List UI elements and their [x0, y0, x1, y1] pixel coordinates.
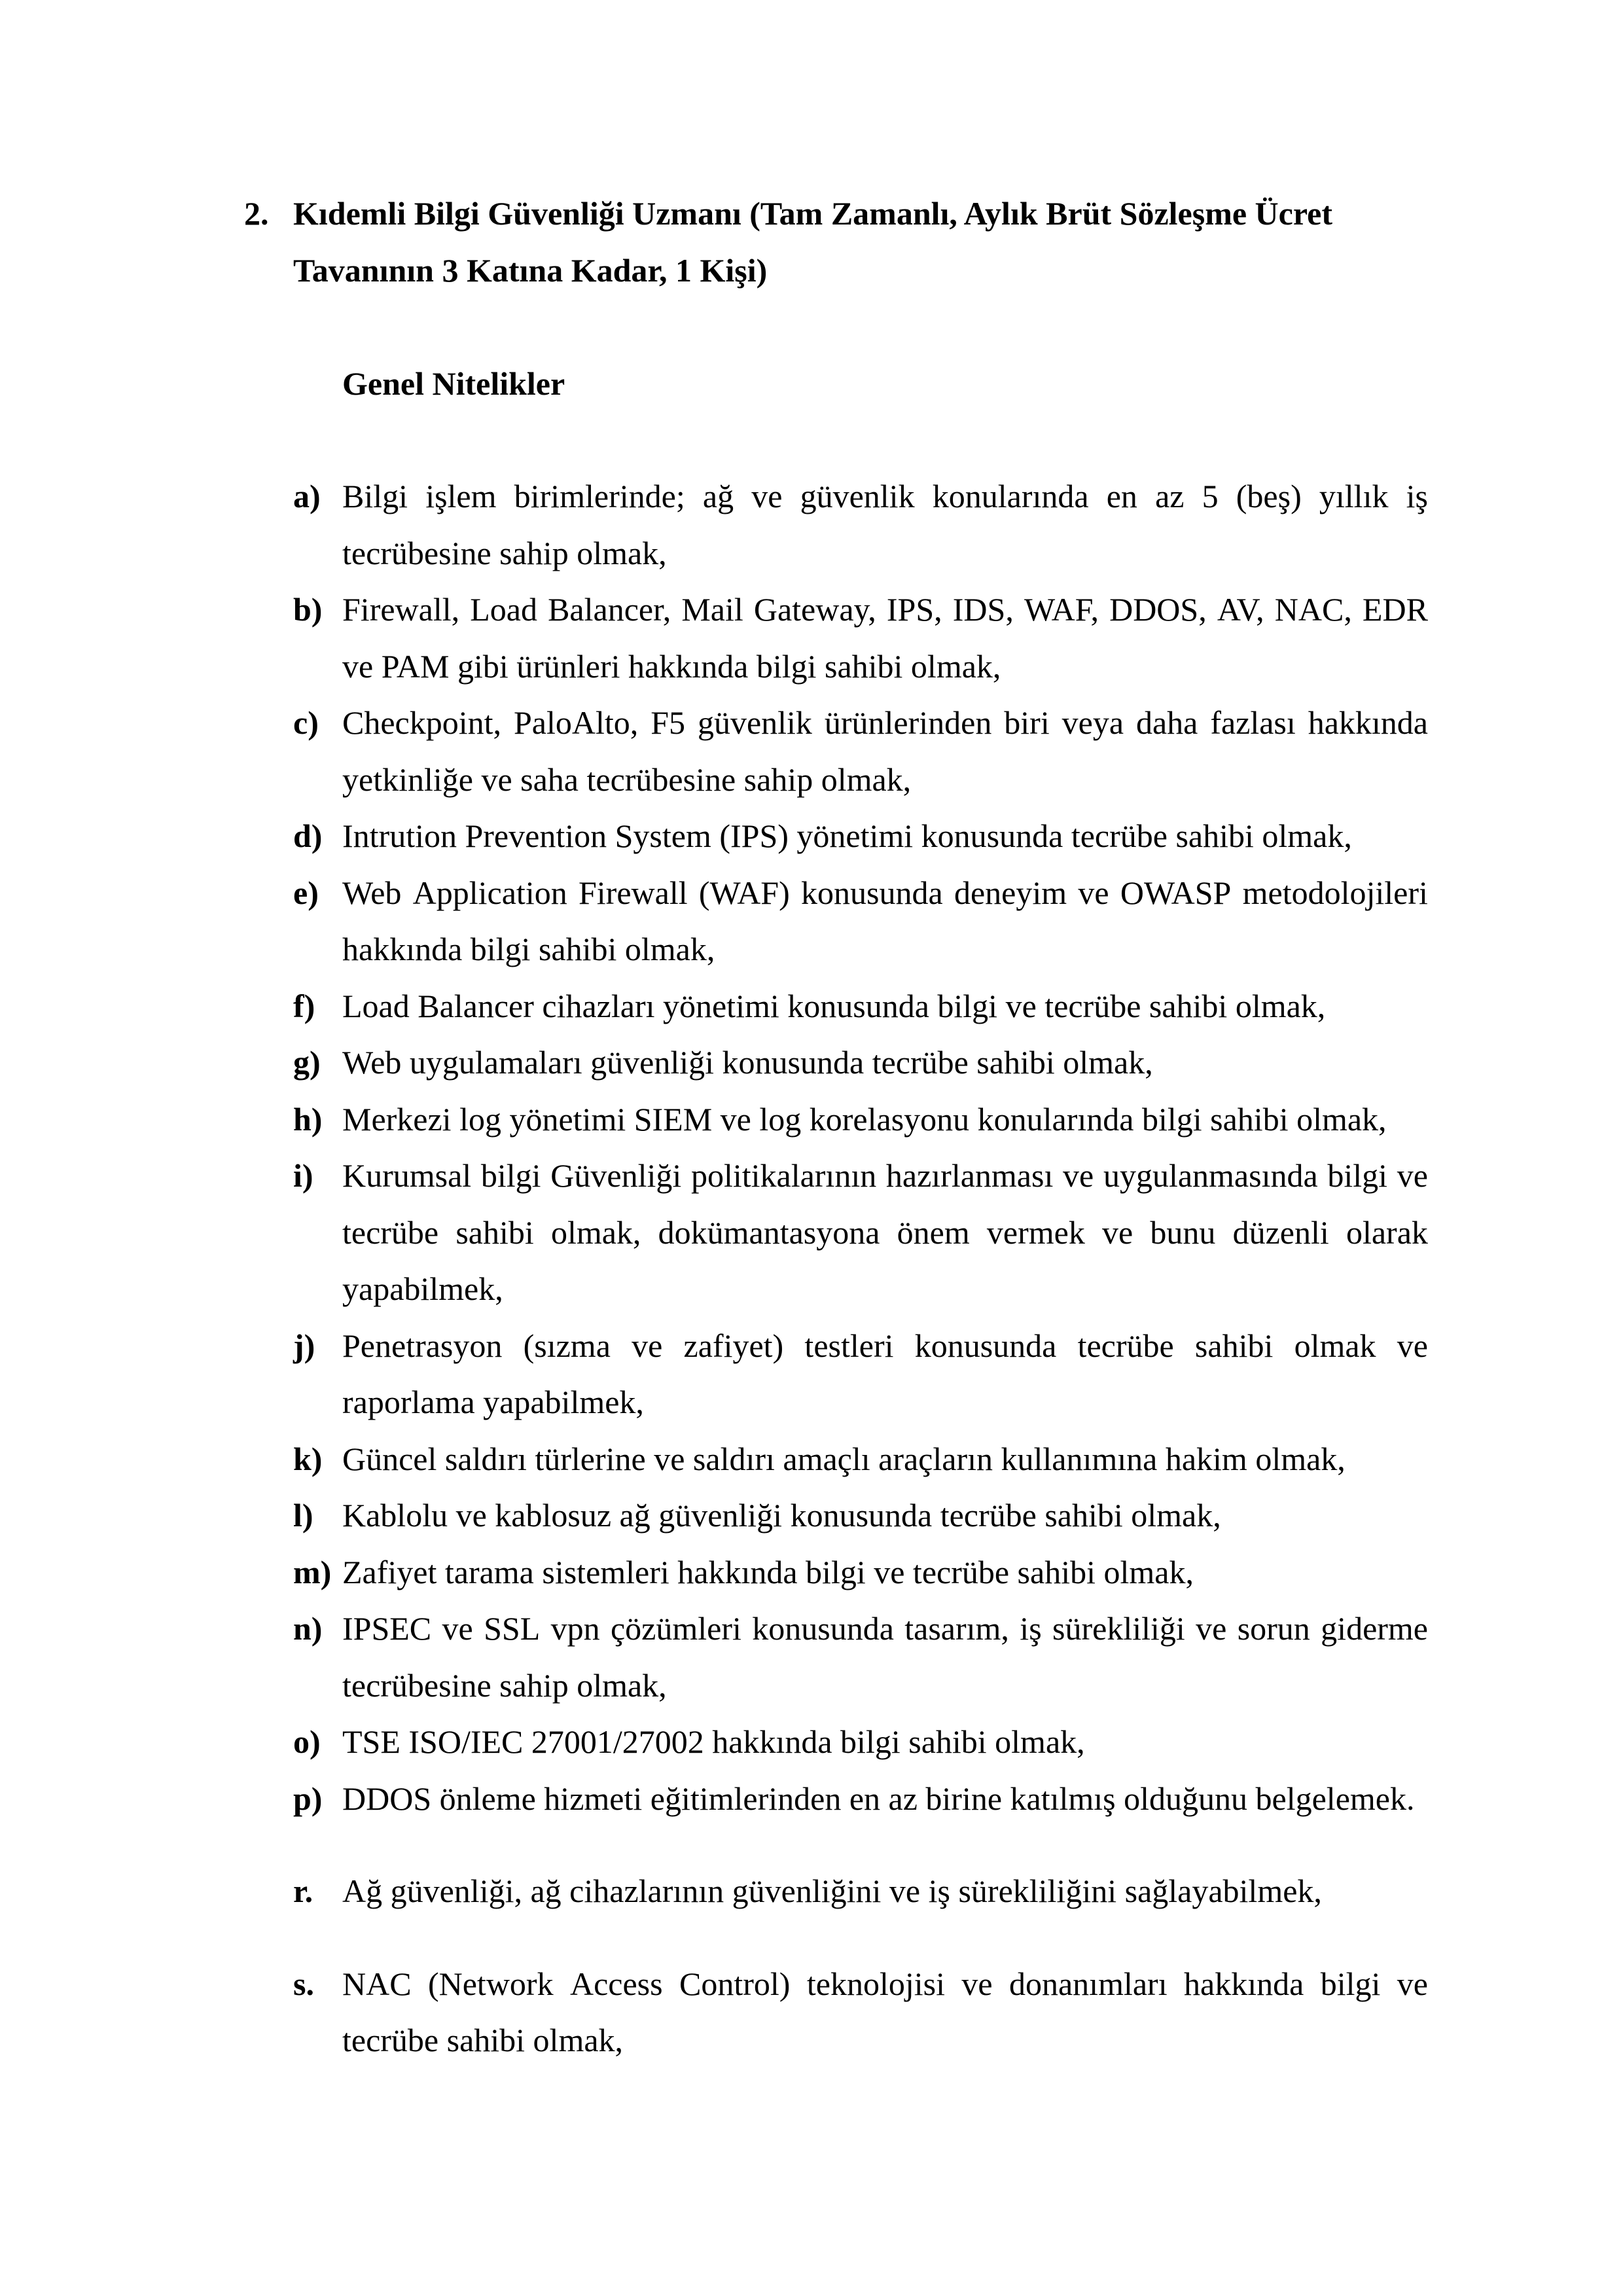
word: hakkında [1308, 704, 1428, 741]
list-item-line [342, 1956, 1428, 2013]
list-item [293, 1318, 1428, 1431]
word: ağ [702, 478, 734, 514]
list-item-text [342, 1431, 1428, 1488]
word: birimlerinde; [514, 478, 685, 514]
list-item-marker: l) [293, 1497, 313, 1534]
word: daha [1135, 704, 1198, 741]
list-item [293, 1863, 1428, 1920]
list-item-text [342, 865, 1428, 978]
list-item-line: Güncel saldırı türlerine ve saldırı amaçlı araçların kullanımına hakim olmak, [342, 1440, 1346, 1477]
heading-number: 2. [244, 195, 269, 232]
list-item [293, 581, 1428, 694]
list-item-line: Web uygulamaları güvenliği konusunda tecrübe sahibi olmak, [342, 1044, 1153, 1081]
list-item-text [342, 1034, 1428, 1091]
word: tasarım, [904, 1610, 1009, 1647]
list-item-line [342, 1600, 1428, 1657]
list-item-line: TSE ISO/IEC 27001/27002 hakkında bilgi sahibi olmak, [342, 1723, 1085, 1760]
word: Kurumsal [342, 1157, 472, 1194]
word: WAF, [1024, 591, 1099, 628]
word: Balancer, [548, 591, 671, 628]
list-item-marker: g) [293, 1044, 321, 1081]
heading-text [293, 185, 1428, 298]
word: vermek [986, 1213, 1085, 1251]
word: az [1155, 478, 1185, 514]
word: bilgi [1320, 1965, 1381, 2002]
list-item-marker: h) [293, 1100, 323, 1138]
list-item [293, 1147, 1428, 1318]
list-item-line: yetkinliğe ve saha tecrübesine sahip olmak, [342, 761, 912, 798]
word: sorun [1237, 1610, 1310, 1647]
word: OWASP [1120, 874, 1232, 911]
list-item-line [342, 865, 1428, 922]
list-item-marker: a) [293, 478, 321, 514]
list-item-line [342, 1318, 1428, 1374]
word: ve [1397, 1965, 1428, 2002]
list-item [293, 1091, 1428, 1148]
word: düzenli [1232, 1213, 1329, 1251]
word: (beş) [1236, 478, 1302, 514]
word: (sızma [523, 1327, 611, 1364]
word: (Network [427, 1965, 554, 2002]
list-item-marker: p) [293, 1780, 323, 1817]
list-item [293, 1770, 1428, 1827]
list-item-line: Zafiyet tarama sistemleri hakkında bilgi ve tecrübe sahibi olmak, [342, 1553, 1194, 1590]
list-item-marker: d) [293, 817, 323, 854]
word: güvenlik [800, 478, 915, 514]
list-item-marker: e) [293, 874, 319, 911]
word: ve [1078, 874, 1109, 911]
word: en [1106, 478, 1137, 514]
word: fazlası [1210, 704, 1296, 741]
list-item [293, 1713, 1428, 1770]
list-item-text [342, 1956, 1428, 2069]
word: konusunda [914, 1327, 1057, 1364]
list-item-marker: b) [293, 591, 323, 628]
word: olmak, [550, 1213, 641, 1251]
word: donanımları [1008, 1965, 1168, 2002]
list-item-text [342, 1600, 1428, 1713]
word: Mail [681, 591, 743, 628]
word: ve [1397, 1327, 1428, 1364]
list-item [293, 978, 1428, 1035]
list-item-line: tecrübesine sahip olmak, [342, 534, 667, 571]
list-item [293, 468, 1428, 581]
word: bilgi [480, 1157, 541, 1194]
list-item-line [342, 468, 1428, 525]
word: Penetrasyon [342, 1327, 503, 1364]
list-item-line: yapabilmek, [342, 1270, 503, 1307]
list-item-text [342, 1091, 1428, 1148]
list-item [293, 865, 1428, 978]
word: NAC [342, 1965, 412, 2002]
word: Güvenliği [550, 1157, 682, 1194]
word: teknolojisi [806, 1965, 945, 2002]
list-item [293, 808, 1428, 865]
list-item-text [342, 978, 1428, 1035]
list-item-marker: f) [293, 987, 315, 1024]
list-item-marker: i) [293, 1157, 313, 1194]
heading-line: Tavanının 3 Katına Kadar, 1 Kişi) [293, 251, 768, 289]
list-item-line [342, 1147, 1428, 1204]
list-item-text [342, 1544, 1428, 1601]
list-item-line [342, 1204, 1428, 1261]
word: ve [751, 478, 783, 514]
word: IDS, [952, 591, 1014, 628]
word: AV, [1217, 591, 1264, 628]
word: dokümantasyona [658, 1213, 880, 1251]
word: 5 [1202, 478, 1219, 514]
word: giderme [1321, 1610, 1428, 1647]
word: tecrübe [342, 1213, 439, 1251]
word: veya [1061, 704, 1124, 741]
list-item [293, 1431, 1428, 1488]
list-item-line: Kablolu ve kablosuz ağ güvenliği konusunda tecrübe sahibi olmak, [342, 1497, 1221, 1534]
word: ve [1063, 1157, 1094, 1194]
word: deneyim [954, 874, 1067, 911]
list-item-line: Ağ güvenliği, ağ cihazlarının güvenliğini ve iş sürekliliğini sağlayabilmek, [342, 1873, 1322, 1909]
word: metodolojileri [1242, 874, 1428, 911]
word: hakkında [1184, 1965, 1304, 2002]
list-item-text [342, 1863, 1428, 1920]
word: ve [961, 1965, 993, 2002]
list-item-line: Intrution Prevention System (IPS) yönetimi konusunda tecrübe sahibi olmak, [342, 817, 1352, 854]
word: Web [342, 874, 402, 911]
list-item-text [342, 1487, 1428, 1544]
list-item-text [342, 468, 1428, 581]
word: Checkpoint, [342, 704, 502, 741]
list-item-text [342, 694, 1428, 808]
word: konularında [932, 478, 1089, 514]
list-item-text [342, 1318, 1428, 1431]
list-item-text [342, 1147, 1428, 1318]
word: tecrübe [1077, 1327, 1174, 1364]
word: bunu [1150, 1213, 1216, 1251]
word: Firewall, [342, 591, 460, 628]
word: NAC, [1274, 591, 1352, 628]
word: yıllık [1319, 478, 1389, 514]
list-item [293, 1600, 1428, 1713]
word: zafiyet) [683, 1327, 784, 1364]
list-item-line [342, 694, 1428, 751]
word: iş [1020, 1610, 1042, 1647]
word: testleri [804, 1327, 894, 1364]
word: F5 [651, 704, 686, 741]
list-item [293, 1034, 1428, 1091]
list-item-text [342, 581, 1428, 694]
word: çözümleri [610, 1610, 741, 1647]
word: Gateway, [753, 591, 876, 628]
list-item-line [342, 581, 1428, 638]
word: uygulanmasında [1103, 1157, 1318, 1194]
word: ve [1397, 1157, 1428, 1194]
heading-line: Kıdemli Bilgi Güvenliği Uzmanı (Tam Zamanlı, Aylık Brüt Sözleşme Ücret [293, 195, 1332, 232]
word: Application [412, 874, 567, 911]
word: Bilgi [342, 478, 408, 514]
word: sürekliliği [1052, 1610, 1185, 1647]
word: Access [570, 1965, 663, 2002]
word: biri [1004, 704, 1050, 741]
list-item-marker: o) [293, 1723, 321, 1760]
list-item-text [342, 808, 1428, 865]
word: sahibi [455, 1213, 534, 1251]
list-item-marker: c) [293, 704, 319, 741]
word: olmak [1294, 1327, 1376, 1364]
list-item-marker: k) [293, 1440, 323, 1477]
list-item [293, 1544, 1428, 1601]
word: politikalarının [690, 1157, 877, 1194]
word: IPS, [886, 591, 942, 628]
word: DDOS, [1109, 591, 1207, 628]
word: hazırlanması [885, 1157, 1054, 1194]
list-item-line: tecrübesine sahip olmak, [342, 1666, 667, 1704]
word: ve [1102, 1213, 1133, 1251]
word: iş [1406, 478, 1428, 514]
word: işlem [425, 478, 497, 514]
list-item-marker: n) [293, 1610, 323, 1647]
word: Firewall [578, 874, 688, 911]
list-item-text [342, 1713, 1428, 1770]
word: ve [442, 1610, 473, 1647]
word: önem [897, 1213, 970, 1251]
list-item-line: Load Balancer cihazları yönetimi konusunda bilgi ve tecrübe sahibi olmak, [342, 987, 1326, 1024]
word: bilgi [1327, 1157, 1388, 1194]
word: olarak [1346, 1213, 1428, 1251]
word: EDR [1362, 591, 1428, 628]
list-item-marker: m) [293, 1553, 332, 1590]
list-item-line: tecrübe sahibi olmak, [342, 2022, 624, 2058]
list-item-line: ve PAM gibi ürünleri hakkında bilgi sahibi olmak, [342, 647, 1001, 685]
list-item-marker: r. [293, 1873, 313, 1909]
word: (WAF) [698, 874, 790, 911]
requirements-list [293, 468, 1428, 2069]
word: ve [632, 1327, 663, 1364]
list-item-line: Merkezi log yönetimi SIEM ve log korelasyonu konularında bilgi sahibi olmak, [342, 1100, 1387, 1138]
list-item [293, 1487, 1428, 1544]
word: PaloAlto, [513, 704, 639, 741]
word: konusunda [752, 1610, 894, 1647]
list-item-marker: s. [293, 1965, 314, 2002]
word: Load [470, 591, 537, 628]
list-item-line: raporlama yapabilmek, [342, 1384, 644, 1420]
word: vpn [550, 1610, 600, 1647]
list-item-marker: j) [293, 1327, 315, 1364]
word: ve [1196, 1610, 1227, 1647]
list-item-line: DDOS önleme hizmeti eğitimlerinden en az birine katılmış olduğunu belgelemek. [342, 1780, 1415, 1817]
subsection-title: Genel Nitelikler [342, 365, 565, 402]
word: SSL [484, 1610, 541, 1647]
list-item-line: hakkında bilgi sahibi olmak, [342, 931, 715, 967]
word: konusunda [801, 874, 943, 911]
list-item [293, 694, 1428, 808]
word: güvenlik [697, 704, 812, 741]
list-item [293, 1956, 1428, 2069]
section-heading [244, 185, 1428, 298]
word: IPSEC [342, 1610, 432, 1647]
word: Control) [679, 1965, 791, 2002]
list-item-text [342, 1770, 1428, 1827]
word: ürünlerinden [824, 704, 992, 741]
word: sahibi [1194, 1327, 1274, 1364]
